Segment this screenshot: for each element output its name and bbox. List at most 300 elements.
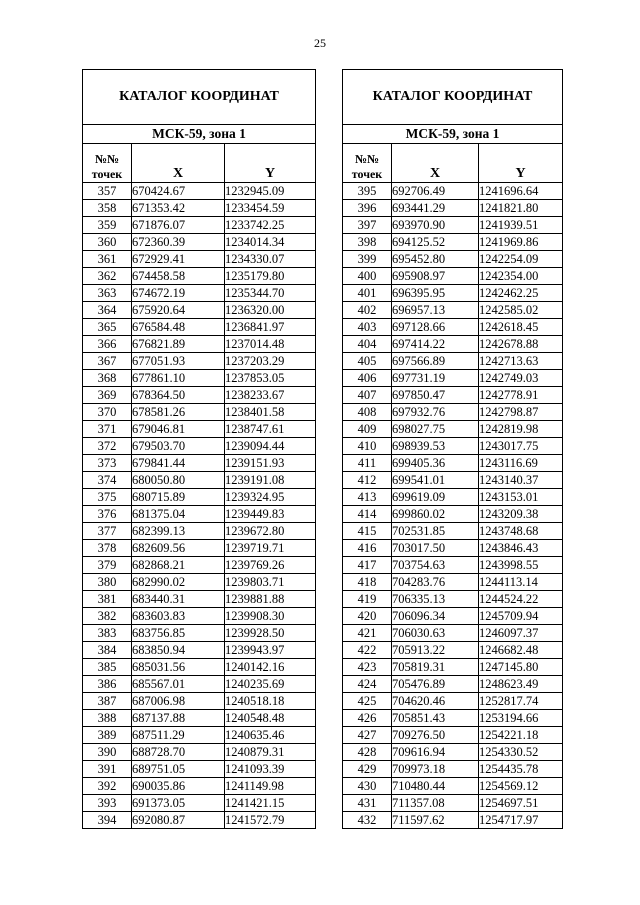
x-coordinate-cell: 671876.07 [132,217,225,234]
x-coordinate-cell: 689751.05 [132,761,225,778]
y-coordinate-cell: 1240518.18 [225,693,316,710]
x-coordinate-cell: 672929.41 [132,251,225,268]
table-row [83,778,316,795]
table-row [83,387,316,404]
y-coordinate-cell: 1242819.98 [479,421,563,438]
x-coordinate-cell: 675920.64 [132,302,225,319]
y-coordinate-cell: 1239943.97 [225,642,316,659]
point-number-cell: 364 [83,302,132,319]
y-coordinate-cell: 1238747.61 [225,421,316,438]
y-coordinate-cell: 1242678.88 [479,336,563,353]
table-row [83,540,316,557]
x-coordinate-cell: 682990.02 [132,574,225,591]
point-number-cell: 369 [83,387,132,404]
x-coordinate-cell: 703017.50 [392,540,479,557]
table-row [343,302,563,319]
y-coordinate-cell: 1243209.38 [479,506,563,523]
x-coordinate-cell: 678364.50 [132,387,225,404]
y-coordinate-cell: 1242778.91 [479,387,563,404]
table-row [343,642,563,659]
table-row [83,693,316,710]
point-number-cell: 363 [83,285,132,302]
table-row [343,591,563,608]
x-coordinate-cell: 677051.93 [132,353,225,370]
point-number-cell: 368 [83,370,132,387]
table-row [343,421,563,438]
table-row [343,285,563,302]
x-coordinate-cell: 680050.80 [132,472,225,489]
coordinate-system-title: МСК-59, зона 1 [343,125,563,144]
y-coordinate-cell: 1239719.71 [225,540,316,557]
coordinate-catalog-table-right [342,69,563,829]
point-number-cell: 374 [83,472,132,489]
y-coordinate-cell: 1235179.80 [225,268,316,285]
y-coordinate-cell: 1246682.48 [479,642,563,659]
coordinate-system-title: МСК-59, зона 1 [83,125,316,144]
point-number-cell: 403 [343,319,392,336]
y-coordinate-cell: 1236841.97 [225,319,316,336]
x-coordinate-cell: 681375.04 [132,506,225,523]
point-number-cell: 422 [343,642,392,659]
table-row [83,506,316,523]
x-coordinate-cell: 698939.53 [392,438,479,455]
table-row [343,693,563,710]
x-coordinate-cell: 683850.94 [132,642,225,659]
table-row [83,574,316,591]
point-number-cell: 407 [343,387,392,404]
point-number-cell: 373 [83,455,132,472]
x-coordinate-cell: 679503.70 [132,438,225,455]
x-coordinate-cell: 699860.02 [392,506,479,523]
table-row [83,625,316,642]
y-coordinate-cell: 1240548.48 [225,710,316,727]
point-number-cell: 406 [343,370,392,387]
x-coordinate-cell: 695452.80 [392,251,479,268]
table-row [83,795,316,812]
x-coordinate-cell: 693970.90 [392,217,479,234]
table-row [343,778,563,795]
column-header-point-number [343,144,392,183]
y-coordinate-cell: 1240879.31 [225,744,316,761]
point-number-cell: 370 [83,404,132,421]
table-row [343,251,563,268]
table-row [83,438,316,455]
y-coordinate-cell: 1242618.45 [479,319,563,336]
point-number-cell: 405 [343,353,392,370]
header-num-line2: точек [351,167,383,181]
y-coordinate-cell: 1241149.98 [225,778,316,795]
table-row [83,353,316,370]
y-coordinate-cell: 1254435.78 [479,761,563,778]
x-coordinate-cell: 688728.70 [132,744,225,761]
point-number-cell: 400 [343,268,392,285]
point-number-cell: 384 [83,642,132,659]
y-coordinate-cell: 1240235.69 [225,676,316,693]
y-coordinate-cell: 1243748.68 [479,523,563,540]
x-coordinate-cell: 676821.89 [132,336,225,353]
y-coordinate-cell: 1237014.48 [225,336,316,353]
point-number-cell: 411 [343,455,392,472]
coordinate-catalog-table-left [82,69,316,829]
table-row [83,489,316,506]
y-coordinate-cell: 1243140.37 [479,472,563,489]
table-body-left [83,183,316,829]
point-number-cell: 359 [83,217,132,234]
x-coordinate-cell: 705851.43 [392,710,479,727]
point-number-cell: 416 [343,540,392,557]
y-coordinate-cell: 1238233.67 [225,387,316,404]
point-number-cell: 385 [83,659,132,676]
y-coordinate-cell: 1237203.29 [225,353,316,370]
y-coordinate-cell: 1253194.66 [479,710,563,727]
x-coordinate-cell: 682868.21 [132,557,225,574]
point-number-cell: 386 [83,676,132,693]
x-coordinate-cell: 711357.08 [392,795,479,812]
table-row [343,659,563,676]
point-number-cell: 357 [83,183,132,200]
x-coordinate-cell: 705913.22 [392,642,479,659]
x-coordinate-cell: 687511.29 [132,727,225,744]
y-coordinate-cell: 1244113.14 [479,574,563,591]
y-coordinate-cell: 1241093.39 [225,761,316,778]
point-number-cell: 367 [83,353,132,370]
point-number-cell: 412 [343,472,392,489]
point-number-cell: 360 [83,234,132,251]
x-coordinate-cell: 697932.76 [392,404,479,421]
point-number-cell: 381 [83,591,132,608]
point-number-cell: 397 [343,217,392,234]
table-row [343,506,563,523]
x-coordinate-cell: 699619.09 [392,489,479,506]
table-row [343,574,563,591]
x-coordinate-cell: 697128.66 [392,319,479,336]
x-coordinate-cell: 671353.42 [132,200,225,217]
x-coordinate-cell: 683440.31 [132,591,225,608]
x-coordinate-cell: 682609.56 [132,540,225,557]
x-coordinate-cell: 682399.13 [132,523,225,540]
x-coordinate-cell: 695908.97 [392,268,479,285]
column-header-x: X [132,144,225,183]
x-coordinate-cell: 679046.81 [132,421,225,438]
table-row [343,710,563,727]
table-row [83,268,316,285]
x-coordinate-cell: 683756.85 [132,625,225,642]
point-number-cell: 392 [83,778,132,795]
point-number-cell: 428 [343,744,392,761]
x-coordinate-cell: 697566.89 [392,353,479,370]
x-coordinate-cell: 685567.01 [132,676,225,693]
x-coordinate-cell: 711597.62 [392,812,479,829]
y-coordinate-cell: 1239191.08 [225,472,316,489]
x-coordinate-cell: 697414.22 [392,336,479,353]
x-coordinate-cell: 702531.85 [392,523,479,540]
table-row [343,387,563,404]
table-row [343,370,563,387]
x-coordinate-cell: 705476.89 [392,676,479,693]
x-coordinate-cell: 674672.19 [132,285,225,302]
point-number-cell: 420 [343,608,392,625]
column-header-x: X [392,144,479,183]
table-row [83,523,316,540]
x-coordinate-cell: 696395.95 [392,285,479,302]
table-row [343,540,563,557]
point-number-cell: 377 [83,523,132,540]
x-coordinate-cell: 687137.88 [132,710,225,727]
point-number-cell: 372 [83,438,132,455]
table-row [83,761,316,778]
point-number-cell: 427 [343,727,392,744]
y-coordinate-cell: 1239151.93 [225,455,316,472]
y-coordinate-cell: 1246097.37 [479,625,563,642]
y-coordinate-cell: 1254697.51 [479,795,563,812]
table-row [343,353,563,370]
x-coordinate-cell: 706096.34 [392,608,479,625]
table-row [83,336,316,353]
y-coordinate-cell: 1237853.05 [225,370,316,387]
y-coordinate-cell: 1242354.00 [479,268,563,285]
x-coordinate-cell: 699541.01 [392,472,479,489]
point-number-cell: 409 [343,421,392,438]
table-row [343,336,563,353]
table-row [343,234,563,251]
x-coordinate-cell: 683603.83 [132,608,225,625]
point-number-cell: 399 [343,251,392,268]
point-number-cell: 419 [343,591,392,608]
x-coordinate-cell: 677861.10 [132,370,225,387]
point-number-cell: 425 [343,693,392,710]
point-number-cell: 375 [83,489,132,506]
point-number-cell: 398 [343,234,392,251]
x-coordinate-cell: 706030.63 [392,625,479,642]
header-num-line1: №№ [354,152,380,166]
column-header-y: Y [479,144,563,183]
x-coordinate-cell: 709616.94 [392,744,479,761]
y-coordinate-cell: 1239672.80 [225,523,316,540]
table-row [343,523,563,540]
point-number-cell: 413 [343,489,392,506]
y-coordinate-cell: 1252817.74 [479,693,563,710]
table-row [83,421,316,438]
x-coordinate-cell: 704283.76 [392,574,479,591]
y-coordinate-cell: 1239094.44 [225,438,316,455]
table-row [83,472,316,489]
table-row [343,744,563,761]
point-number-cell: 380 [83,574,132,591]
column-header-point-number [83,144,132,183]
y-coordinate-cell: 1248623.49 [479,676,563,693]
x-coordinate-cell: 699405.36 [392,455,479,472]
x-coordinate-cell: 679841.44 [132,455,225,472]
y-coordinate-cell: 1232945.09 [225,183,316,200]
table-row [343,608,563,625]
point-number-cell: 418 [343,574,392,591]
point-number-cell: 430 [343,778,392,795]
point-number-cell: 376 [83,506,132,523]
x-coordinate-cell: 705819.31 [392,659,479,676]
point-number-cell: 414 [343,506,392,523]
table-body-right [343,183,563,829]
table-row [83,642,316,659]
point-number-cell: 415 [343,523,392,540]
y-coordinate-cell: 1243998.55 [479,557,563,574]
x-coordinate-cell: 694125.52 [392,234,479,251]
x-coordinate-cell: 692080.87 [132,812,225,829]
y-coordinate-cell: 1239908.30 [225,608,316,625]
point-number-cell: 378 [83,540,132,557]
y-coordinate-cell: 1241421.15 [225,795,316,812]
point-number-cell: 393 [83,795,132,812]
y-coordinate-cell: 1243846.43 [479,540,563,557]
y-coordinate-cell: 1245709.94 [479,608,563,625]
table-row [83,727,316,744]
x-coordinate-cell: 676584.48 [132,319,225,336]
table-row [83,710,316,727]
x-coordinate-cell: 697850.47 [392,387,479,404]
table-row [83,302,316,319]
x-coordinate-cell: 680715.89 [132,489,225,506]
x-coordinate-cell: 697731.19 [392,370,479,387]
table-row [343,404,563,421]
y-coordinate-cell: 1243017.75 [479,438,563,455]
y-coordinate-cell: 1243153.01 [479,489,563,506]
x-coordinate-cell: 709276.50 [392,727,479,744]
y-coordinate-cell: 1247145.80 [479,659,563,676]
point-number-cell: 408 [343,404,392,421]
x-coordinate-cell: 703754.63 [392,557,479,574]
y-coordinate-cell: 1242254.09 [479,251,563,268]
y-coordinate-cell: 1242713.63 [479,353,563,370]
x-coordinate-cell: 687006.98 [132,693,225,710]
point-number-cell: 371 [83,421,132,438]
point-number-cell: 417 [343,557,392,574]
point-number-cell: 410 [343,438,392,455]
table-row [83,744,316,761]
x-coordinate-cell: 674458.58 [132,268,225,285]
y-coordinate-cell: 1239803.71 [225,574,316,591]
table-row [83,217,316,234]
y-coordinate-cell: 1254717.97 [479,812,563,829]
table-row [343,625,563,642]
y-coordinate-cell: 1239881.88 [225,591,316,608]
x-coordinate-cell: 709973.18 [392,761,479,778]
table-row [83,251,316,268]
table-row [343,319,563,336]
point-number-cell: 429 [343,761,392,778]
point-number-cell: 390 [83,744,132,761]
y-coordinate-cell: 1241572.79 [225,812,316,829]
catalog-title: КАТАЛОГ КООРДИНАТ [343,70,563,125]
table-row [343,812,563,829]
point-number-cell: 402 [343,302,392,319]
table-row [343,217,563,234]
y-coordinate-cell: 1242462.25 [479,285,563,302]
y-coordinate-cell: 1244524.22 [479,591,563,608]
x-coordinate-cell: 710480.44 [392,778,479,795]
point-number-cell: 424 [343,676,392,693]
y-coordinate-cell: 1233742.25 [225,217,316,234]
y-coordinate-cell: 1241821.80 [479,200,563,217]
point-number-cell: 396 [343,200,392,217]
table-row [83,676,316,693]
y-coordinate-cell: 1242798.87 [479,404,563,421]
y-coordinate-cell: 1239324.95 [225,489,316,506]
table-row [343,200,563,217]
page-number: 25 [314,36,326,50]
table-row [83,285,316,302]
y-coordinate-cell: 1235344.70 [225,285,316,302]
y-coordinate-cell: 1242749.03 [479,370,563,387]
y-coordinate-cell: 1238401.58 [225,404,316,421]
y-coordinate-cell: 1243116.69 [479,455,563,472]
point-number-cell: 431 [343,795,392,812]
table-row [83,557,316,574]
header-num-line2: точек [91,167,123,181]
table-row [83,183,316,200]
point-number-cell: 362 [83,268,132,285]
y-coordinate-cell: 1254221.18 [479,727,563,744]
point-number-cell: 389 [83,727,132,744]
point-number-cell: 388 [83,710,132,727]
y-coordinate-cell: 1241939.51 [479,217,563,234]
x-coordinate-cell: 670424.67 [132,183,225,200]
point-number-cell: 366 [83,336,132,353]
table-row [343,489,563,506]
y-coordinate-cell: 1240635.46 [225,727,316,744]
point-number-cell: 404 [343,336,392,353]
y-coordinate-cell: 1254569.12 [479,778,563,795]
table-row [83,659,316,676]
table-row [83,234,316,251]
y-coordinate-cell: 1241696.64 [479,183,563,200]
column-header-y: Y [225,144,316,183]
x-coordinate-cell: 691373.05 [132,795,225,812]
y-coordinate-cell: 1242585.02 [479,302,563,319]
x-coordinate-cell: 690035.86 [132,778,225,795]
point-number-cell: 379 [83,557,132,574]
y-coordinate-cell: 1239769.26 [225,557,316,574]
point-number-cell: 383 [83,625,132,642]
table-row [83,200,316,217]
point-number-cell: 421 [343,625,392,642]
table-row [343,727,563,744]
point-number-cell: 382 [83,608,132,625]
point-number-cell: 394 [83,812,132,829]
table-row [343,438,563,455]
point-number-cell: 423 [343,659,392,676]
x-coordinate-cell: 698027.75 [392,421,479,438]
y-coordinate-cell: 1239449.83 [225,506,316,523]
y-coordinate-cell: 1234330.07 [225,251,316,268]
x-coordinate-cell: 678581.26 [132,404,225,421]
y-coordinate-cell: 1240142.16 [225,659,316,676]
table-row [343,183,563,200]
x-coordinate-cell: 692706.49 [392,183,479,200]
y-coordinate-cell: 1234014.34 [225,234,316,251]
point-number-cell: 401 [343,285,392,302]
y-coordinate-cell: 1239928.50 [225,625,316,642]
y-coordinate-cell: 1236320.00 [225,302,316,319]
table-row [83,370,316,387]
x-coordinate-cell: 704620.46 [392,693,479,710]
table-row [343,795,563,812]
table-row [343,472,563,489]
point-number-cell: 432 [343,812,392,829]
table-row [343,761,563,778]
table-row [343,455,563,472]
catalog-title: КАТАЛОГ КООРДИНАТ [83,70,316,125]
table-row [83,591,316,608]
point-number-cell: 387 [83,693,132,710]
